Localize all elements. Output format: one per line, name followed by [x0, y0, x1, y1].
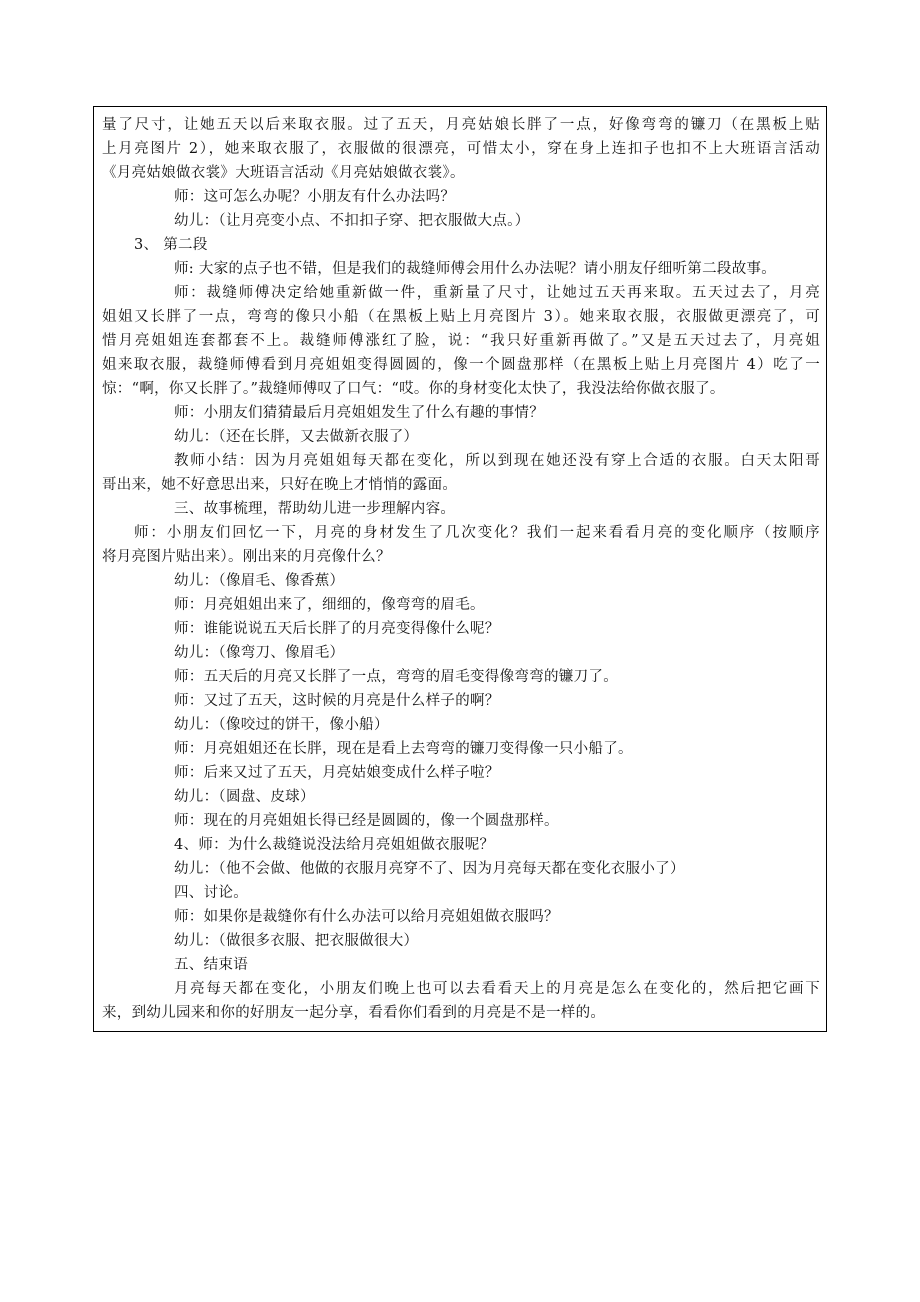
text-line: 师：裁缝师傅决定给她重新做一件，重新量了尺寸，让她过五天再来取。五天过去了，月亮 [174, 285, 820, 301]
text-line: 幼儿：（做很多衣服、把衣服做很大） [174, 933, 419, 949]
text-line: 师：又过了五天，这时候的月亮是什么样子的啊？ [174, 693, 500, 709]
text-line: 《月亮姑娘做衣裳》大班语言活动《月亮姑娘做衣裳》。 [102, 165, 465, 181]
text-line: 师：小朋友们猜猜最后月亮姐姐发生了什么有趣的事情？ [174, 405, 544, 421]
text-line: 上月亮图片 2），她来取衣服了，衣服做的很漂亮，可惜太小，穿在身上连扣子也扣不上大班语言活动 [102, 141, 820, 157]
text-line: 师：谁能说说五天后长胖了的月亮变得像什么呢？ [174, 621, 500, 637]
text-line: 哥出来，她不好意思出来，只好在晚上才悄悄的露面。 [102, 477, 458, 493]
text-line: 教师小结：因为月亮姐姐每天都在变化，所以到现在她还没有穿上合适的衣服。白天太阳哥 [174, 453, 820, 469]
text-line: 幼儿：（还在长胖，又去做新衣服了） [174, 429, 419, 445]
text-line: 师：现在的月亮姐姐长得已经是圆圆的，像一个圆盘那样。 [174, 813, 559, 829]
text-line: 4、师：为什么裁缝说没法给月亮姐姐做衣服呢？ [174, 837, 495, 853]
text-line: 师：五天后的月亮又长胖了一点，弯弯的眉毛变得像弯弯的镰刀了。 [174, 669, 618, 685]
text-line: 惊：“啊，你又长胖了。”裁缝师傅叹了口气：“哎。你的身材变化太快了，我没法给你做衣服了。 [102, 381, 725, 397]
text-line: 师：月亮姐姐出来了，细细的，像弯弯的眉毛。 [174, 597, 485, 613]
text-line: 幼儿：（圆盘、皮球） [174, 789, 315, 805]
text-line: 姐姐又长胖了一点，弯弯的像只小船（在黑板上贴上月亮图片 3）。她来取衣服，衣服做更漂亮了，可 [102, 309, 820, 325]
text-line: 姐来取衣服，裁缝师傅看到月亮姐姐变得圆圆的，像一个圆盘那样（在黑板上贴上月亮图片 4）吃了一 [102, 357, 820, 373]
text-line: 幼儿：（像眉毛、像香蕉） [174, 573, 345, 589]
text-line: 师: 大家的点子也不错，但是我们的裁缝师傅会用什么办法呢？请小朋友仔细听第二段故事。 [174, 261, 777, 277]
document-table-cell [93, 106, 827, 1032]
text-line: 惜月亮姐姐连套都套不上。裁缝师傅涨红了脸，说：“我只好重新再做了。”又是五天过去了，月亮姐 [102, 333, 820, 349]
text-line: 幼儿：（他不会做、他做的衣服月亮穿不了、因为月亮每天都在变化衣服小了） [174, 861, 685, 877]
section-heading: 三、故事梳理，帮助幼儿进一步理解内容。 [174, 501, 456, 517]
text-line: 幼儿：（像咬过的饼干，像小船） [174, 717, 389, 733]
text-line: 月亮每天都在变化，小朋友们晚上也可以去看看天上的月亮是怎么在变化的，然后把它画下 [174, 981, 820, 997]
section-heading: 五、结束语 [174, 957, 248, 973]
section-heading: 四、讨论。 [174, 885, 248, 901]
text-line: 将月亮图片贴出来）。刚出来的月亮像什么？ [102, 549, 391, 565]
text-line: 来，到幼儿园来和你的好朋友一起分享，看看你们看到的月亮是不是一样的。 [102, 1005, 606, 1021]
text-line: 师：如果你是裁缝你有什么办法可以给月亮姐姐做衣服吗？ [174, 909, 559, 925]
text-line: 师：后来又过了五天，月亮姑娘变成什么样子啦？ [174, 765, 500, 781]
document-body [94, 107, 826, 1031]
text-line: 幼儿：（让月亮变小点、不扣扣子穿、把衣服做大点。） [174, 213, 530, 229]
text-line: 幼儿：（像弯刀、像眉毛） [174, 645, 345, 661]
text-line: 师：小朋友们回忆一下，月亮的身材发生了几次变化？我们一起来看看月亮的变化顺序（按顺序 [134, 525, 820, 541]
text-line: 师：月亮姐姐还在长胖，现在是看上去弯弯的镰刀变得像一只小船了。 [174, 741, 633, 757]
section-heading: 3、 第二段 [134, 237, 208, 253]
text-line: 量了尺寸，让她五天以后来取衣服。过了五天，月亮姑娘长胖了一点，好像弯弯的镰刀（在黑板上贴 [102, 117, 820, 133]
text-line: 师：这可怎么办呢？小朋友有什么办法吗？ [174, 189, 456, 205]
